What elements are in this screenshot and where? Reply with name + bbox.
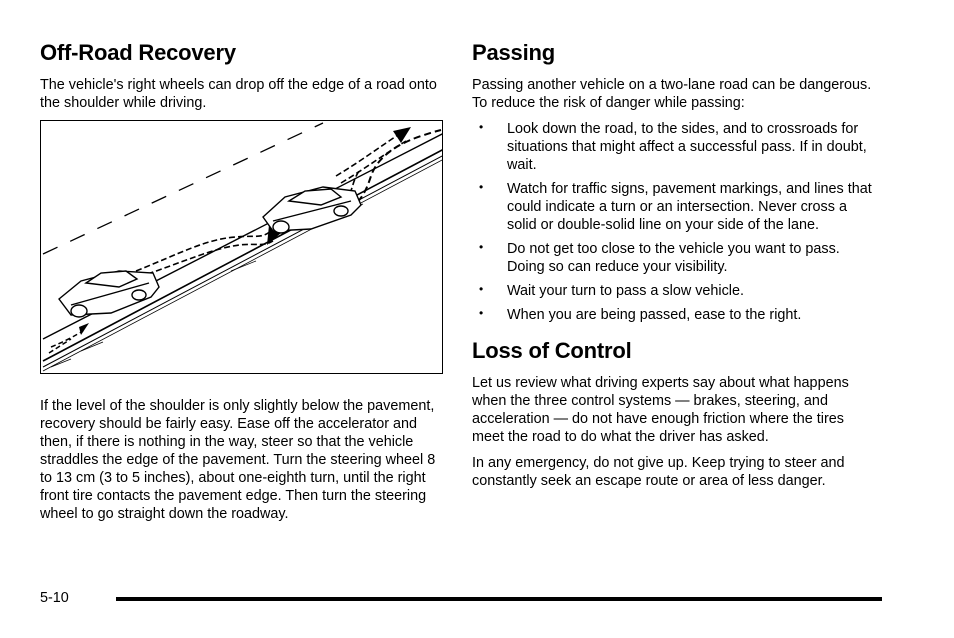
list-item: • Wait your turn to pass a slow vehicle. [479, 282, 745, 299]
loss-of-control-heading: Loss of Control [472, 338, 632, 363]
footer-rule [116, 597, 882, 601]
offroad-heading: Off-Road Recovery [40, 40, 236, 65]
car-upper [263, 187, 361, 233]
list-item: • When you are being passed, ease to the right. [479, 306, 802, 323]
passing-list [472, 120, 872, 324]
loss-of-control-p2: In any emergency, do not give up. Keep trying to steer and constantly seek an escape route or area of less danger. [472, 455, 845, 489]
bullet-glyph: • [479, 282, 484, 296]
list-item: • Look down the road, to the sides, and to crossroads for situations that might affect a successful pass. If in doubt, wait. [479, 120, 867, 173]
list-item: • Do not get too close to the vehicle you want to pass. Doing so can reduce your visibility. [479, 240, 840, 275]
offroad-body: If the level of the shoulder is only slightly below the pavement, recovery should be fairly easy. Ease off the accelerator and then, if there is nothing in the way, steer so that the vehicle straddles the edge of the pavement. Turn the steering wheel 8 to 13 cm (3 to 5 inches), about one-eighth turn, until the right front tire contacts the pavement edge. Then turn the steering wheel to go straight down the roadway. [40, 398, 436, 522]
offroad-intro: The vehicle's right wheels can drop off the edge of a road onto the shoulder while driving. [40, 77, 437, 111]
bullet-glyph: • [479, 120, 484, 134]
passing-heading: Passing [472, 40, 555, 65]
car-lower [59, 271, 159, 317]
left-column [40, 40, 445, 120]
right-column [472, 40, 872, 498]
loss-of-control-p1: Let us review what driving experts say about what happens when the three control systems — brakes, steering, and acceleration — do not have enough friction where the tires meet the road to do what the driver has asked. [472, 375, 849, 445]
passing-intro: Passing another vehicle on a two-lane road can be dangerous. To reduce the risk of danger while passing: [472, 77, 872, 111]
bullet-glyph: • [479, 306, 484, 320]
bullet-glyph: • [479, 180, 484, 194]
page-number: 5-10 [40, 590, 69, 606]
list-item: • Watch for traffic signs, pavement markings, and lines that could indicate a turn or an intersection. Never cross a solid or double-solid line on your side of the lane. [479, 180, 872, 233]
offroad-body-block [40, 397, 445, 531]
offroad-illustration [40, 120, 443, 374]
bullet-glyph: • [479, 240, 484, 254]
